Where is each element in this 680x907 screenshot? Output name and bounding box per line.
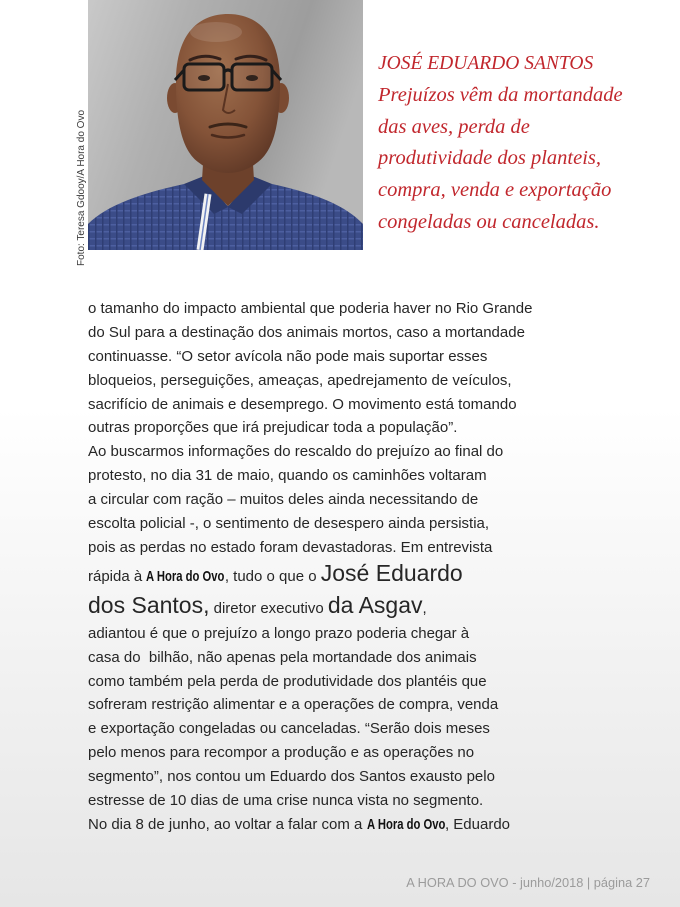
body-line: e exportação congeladas ou canceladas. “Serão dois meses [88,720,490,738]
body-line: escolta policial -, o sentimento de desespero ainda persistia, [88,515,490,533]
publication-name: A Hora do Ovo [366,815,445,833]
body-line: continuasse. “O setor avícola não pode mais suportar esses [88,347,488,365]
pull-quote-name: JOSÉ EDUARDO SANTOS [378,53,594,74]
body-text: , [422,599,427,617]
body-text: diretor executivo [209,599,328,617]
body-text: , Eduardo [444,815,510,833]
pull-quote-line: das aves, perda de [378,115,530,138]
pull-quote [378,48,623,239]
body-text: rápida à [88,567,147,585]
body-line [88,813,532,837]
body-line: adiantou é que o prejuízo a longo prazo poderia chegar à [88,624,470,642]
body-text: No dia 8 de junho, ao voltar a falar com a [88,815,367,833]
highlighted-name: José Eduardo [320,559,463,586]
body-line: segmento”, nos contou um Eduardo dos Santos exausto pelo [88,768,495,786]
pull-quote-line: congeladas ou canceladas. [378,210,600,233]
body-line: como também pela perda de produtividade dos plantéis que [88,672,487,690]
body-line: bloqueios, perseguições, ameaças, apedrejamento de veículos, [88,371,512,389]
body-line: pelo menos para recompor a produção e as operações no [88,744,475,762]
body-line [88,591,532,622]
body-line: estresse de 10 dias de uma crise nunca vista no segmento. [88,792,484,810]
article-body [88,297,532,837]
portrait-photo [88,0,363,250]
body-line: casa do bilhão, não apenas pela mortandade dos animais [88,648,477,666]
page-footer: A HORA DO OVO - junho/2018 | página 27 [406,875,650,890]
body-line: pois as perdas no estado foram devastadoras. Em entrevista [88,538,493,556]
body-line: do Sul para a destinação dos animais mortos, caso a mortandade [88,323,525,341]
photo-credit: Foto: Teresa Gdooy/A Hora do Ovo [76,109,87,266]
body-line: sofreram restrição alimentar e a operações de compra, venda [88,696,499,714]
body-text: , tudo o que o [224,567,321,585]
highlighted-name: dos Santos, [88,591,210,618]
body-line: a circular com ração – muitos deles ainda necessitando de [88,491,479,509]
pull-quote-line: Prejuízos vêm da mortandade [378,83,623,106]
body-line: outras proporções que irá prejudicar toda a população”. [88,419,458,437]
body-line: sacrifício de animais e desemprego. O movimento está tomando [88,395,517,413]
body-line: o tamanho do impacto ambiental que poderia haver no Rio Grande [88,300,533,317]
pull-quote-line: produtividade dos planteis, [378,147,602,170]
body-line: protesto, no dia 31 de maio, quando os caminhões voltaram [88,467,487,485]
publication-name: A Hora do Ovo [146,567,225,585]
highlighted-organization: da Asgav [327,591,423,618]
body-line [88,560,532,594]
pull-quote-line: compra, venda e exportação [378,179,612,202]
body-line: Ao buscarmos informações do rescaldo do prejuízo ao final do [88,443,504,461]
